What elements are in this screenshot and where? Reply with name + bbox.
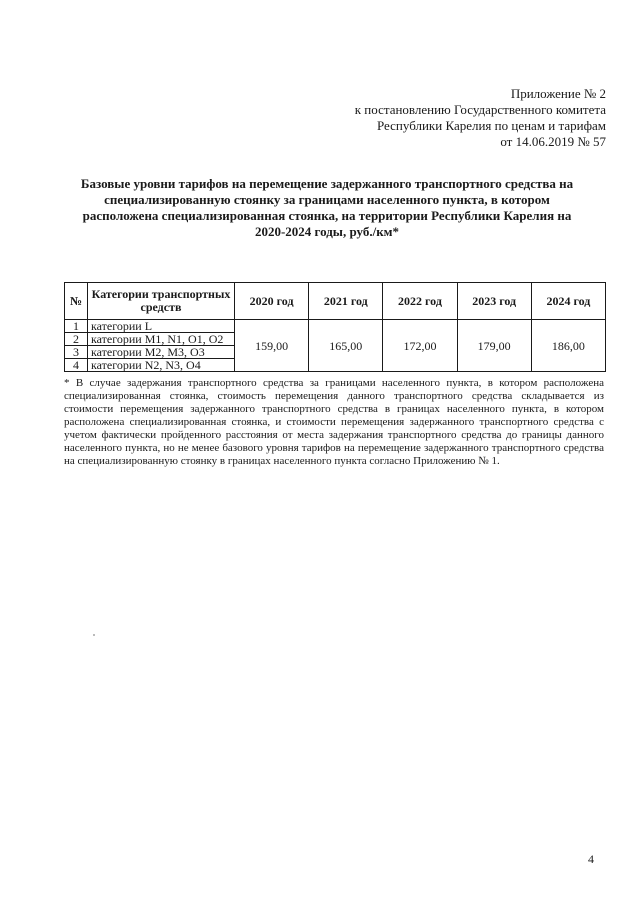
appendix-header — [355, 86, 606, 150]
appendix-line-2: к постановлению Государственного комитета — [354, 102, 606, 117]
document-title: Базовые уровни тарифов на перемещение задержанного транспортного средства на специализированную стоянку за границами населенного пункта, в котором расположена специализированная стоянка, на территории Республики Карелия на 2020-2024 годы, руб./км* — [80, 176, 574, 239]
header-2023: 2023 год — [457, 283, 531, 320]
row-category: категории M2, M3, O3 — [88, 346, 235, 359]
row-number: 4 — [65, 359, 88, 372]
value-2020: 159,00 — [235, 320, 309, 372]
row-number: 3 — [65, 346, 88, 359]
table-row — [65, 320, 606, 333]
header-2020: 2020 год — [235, 283, 309, 320]
table-header-row — [65, 283, 606, 320]
scan-speck — [93, 634, 95, 636]
appendix-line-4: от 14.06.2019 № 57 — [500, 134, 606, 149]
footnote: * В случае задержания транспортного средства за границами населенного пункта, в котором расположена специализированная стоянка, стоимость перемещения данного транспортного средства складывается из стоимости перемещения задержанного транспортного средства в границах населенного пункта, в котором расположена специализированная стоянка, и стоимости перемещения задержанного транспортного средства с учетом фактически пройденного расстояния от места задержания транспортного средства до границы данного населенного пункта, но не менее базового уровня тарифов на перемещение задержанного транспортного средства на специализированную стоянку в границах населенного пункта согласно Приложению № 1. — [64, 377, 604, 467]
appendix-line-1: Приложение № 2 — [510, 86, 606, 101]
appendix-line-3: Республики Карелия по ценам и тарифам — [376, 118, 606, 133]
value-2023: 179,00 — [457, 320, 531, 372]
page-number: 4 — [588, 852, 594, 866]
tariff-table — [64, 282, 606, 372]
header-number: № — [65, 283, 88, 320]
row-number: 1 — [65, 320, 88, 333]
row-category: категории N2, N3, O4 — [88, 359, 235, 372]
value-2021: 165,00 — [309, 320, 383, 372]
header-2022: 2022 год — [383, 283, 457, 320]
value-2024: 186,00 — [531, 320, 605, 372]
header-2024: 2024 год — [531, 283, 605, 320]
value-2022: 172,00 — [383, 320, 457, 372]
row-category: категории L — [88, 320, 235, 333]
header-2021: 2021 год — [309, 283, 383, 320]
row-number: 2 — [65, 333, 88, 346]
row-category: категории M1, N1, O1, O2 — [88, 333, 235, 346]
header-category: Категории транспортных средств — [88, 283, 235, 320]
